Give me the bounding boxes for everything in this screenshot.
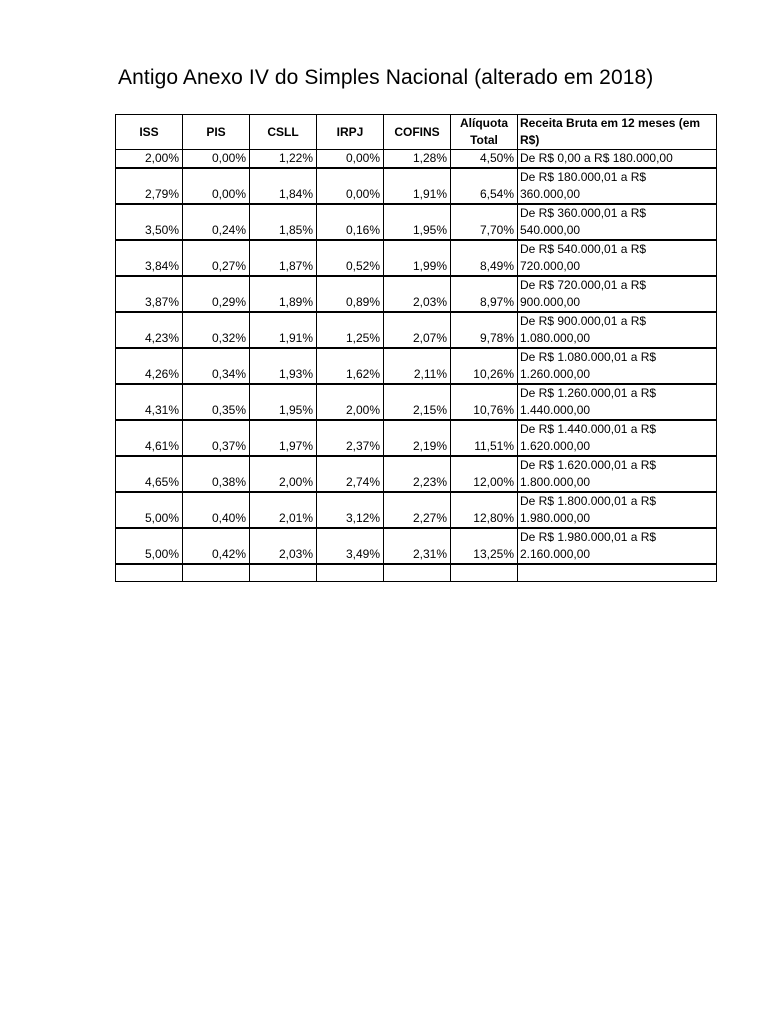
aliquota-total-cell: 11,51% xyxy=(451,420,518,456)
irpj-cell: 0,52% xyxy=(317,240,384,276)
receita-bruta-cell: De R$ 180.000,01 a R$ 360.000,00 xyxy=(518,168,717,204)
aliquota-total-cell: 12,80% xyxy=(451,492,518,528)
cofins-cell: 1,99% xyxy=(384,240,451,276)
csll-cell: 1,95% xyxy=(250,384,317,420)
pis-cell: 0,00% xyxy=(183,168,250,204)
receita-bruta-cell: De R$ 540.000,01 a R$ 720.000,00 xyxy=(518,240,717,276)
cofins-cell: 2,07% xyxy=(384,312,451,348)
irpj-cell: 3,12% xyxy=(317,492,384,528)
table-row xyxy=(116,168,717,204)
table-body xyxy=(116,150,717,582)
irpj-cell: 1,62% xyxy=(317,348,384,384)
iss-cell: 4,61% xyxy=(116,420,183,456)
table-cell xyxy=(183,564,250,582)
header-aliquota-total: Alíquota Total xyxy=(451,115,518,150)
iss-cell: 3,84% xyxy=(116,240,183,276)
table-cell xyxy=(250,564,317,582)
irpj-cell: 2,74% xyxy=(317,456,384,492)
irpj-cell: 0,89% xyxy=(317,276,384,312)
iss-cell: 5,00% xyxy=(116,528,183,564)
table-header xyxy=(116,115,717,150)
table-row xyxy=(116,276,717,312)
receita-bruta-cell: De R$ 1.800.000,01 a R$ 1.980.000,00 xyxy=(518,492,717,528)
csll-cell: 1,85% xyxy=(250,204,317,240)
pis-cell: 0,34% xyxy=(183,348,250,384)
page-title: Antigo Anexo IV do Simples Nacional (alterado em 2018) xyxy=(118,66,654,89)
csll-cell: 1,22% xyxy=(250,150,317,169)
aliquota-total-cell: 12,00% xyxy=(451,456,518,492)
table-row xyxy=(116,492,717,528)
receita-bruta-cell: De R$ 1.980.000,01 a R$ 2.160.000,00 xyxy=(518,528,717,564)
cofins-cell: 1,95% xyxy=(384,204,451,240)
table-row xyxy=(116,204,717,240)
table-row xyxy=(116,528,717,564)
cofins-cell: 1,28% xyxy=(384,150,451,169)
header-irpj: IRPJ xyxy=(317,115,384,150)
aliquota-total-cell: 13,25% xyxy=(451,528,518,564)
table-row xyxy=(116,240,717,276)
receita-bruta-cell: De R$ 360.000,01 a R$ 540.000,00 xyxy=(518,204,717,240)
irpj-cell: 2,00% xyxy=(317,384,384,420)
cofins-cell: 2,15% xyxy=(384,384,451,420)
csll-cell: 1,84% xyxy=(250,168,317,204)
header-receita-bruta: Receita Bruta em 12 meses (em R$) xyxy=(518,115,717,150)
table-cell xyxy=(451,564,518,582)
receita-bruta-cell: De R$ 0,00 a R$ 180.000,00 xyxy=(518,150,717,169)
cofins-cell: 2,31% xyxy=(384,528,451,564)
receita-bruta-cell: De R$ 1.260.000,01 a R$ 1.440.000,00 xyxy=(518,384,717,420)
empty-row xyxy=(116,564,717,582)
table-cell xyxy=(384,564,451,582)
pis-cell: 0,32% xyxy=(183,312,250,348)
header-row xyxy=(116,115,717,150)
table-row xyxy=(116,420,717,456)
receita-bruta-cell: De R$ 1.620.000,01 a R$ 1.800.000,00 xyxy=(518,456,717,492)
pis-cell: 0,24% xyxy=(183,204,250,240)
header-pis: PIS xyxy=(183,115,250,150)
iss-cell: 4,26% xyxy=(116,348,183,384)
csll-cell: 1,93% xyxy=(250,348,317,384)
irpj-cell: 0,16% xyxy=(317,204,384,240)
pis-cell: 0,27% xyxy=(183,240,250,276)
csll-cell: 2,03% xyxy=(250,528,317,564)
irpj-cell: 0,00% xyxy=(317,168,384,204)
table-cell xyxy=(518,564,717,582)
table-row xyxy=(116,456,717,492)
cofins-cell: 2,23% xyxy=(384,456,451,492)
receita-bruta-cell: De R$ 1.080.000,01 a R$ 1.260.000,00 xyxy=(518,348,717,384)
aliquota-total-cell: 10,26% xyxy=(451,348,518,384)
irpj-cell: 0,00% xyxy=(317,150,384,169)
irpj-cell: 2,37% xyxy=(317,420,384,456)
table-row xyxy=(116,312,717,348)
pis-cell: 0,00% xyxy=(183,150,250,169)
pis-cell: 0,40% xyxy=(183,492,250,528)
csll-cell: 1,89% xyxy=(250,276,317,312)
csll-cell: 1,97% xyxy=(250,420,317,456)
header-cofins: COFINS xyxy=(384,115,451,150)
pis-cell: 0,42% xyxy=(183,528,250,564)
iss-cell: 2,00% xyxy=(116,150,183,169)
aliquota-total-cell: 8,49% xyxy=(451,240,518,276)
table-row xyxy=(116,150,717,169)
table-row xyxy=(116,384,717,420)
iss-cell: 3,50% xyxy=(116,204,183,240)
receita-bruta-cell: De R$ 720.000,01 a R$ 900.000,00 xyxy=(518,276,717,312)
pis-cell: 0,29% xyxy=(183,276,250,312)
table-cell xyxy=(317,564,384,582)
irpj-cell: 3,49% xyxy=(317,528,384,564)
aliquota-total-cell: 9,78% xyxy=(451,312,518,348)
csll-cell: 1,91% xyxy=(250,312,317,348)
irpj-cell: 1,25% xyxy=(317,312,384,348)
aliquota-total-cell: 7,70% xyxy=(451,204,518,240)
cofins-cell: 1,91% xyxy=(384,168,451,204)
iss-cell: 2,79% xyxy=(116,168,183,204)
table-cell xyxy=(116,564,183,582)
pis-cell: 0,38% xyxy=(183,456,250,492)
aliquota-total-cell: 10,76% xyxy=(451,384,518,420)
csll-cell: 2,00% xyxy=(250,456,317,492)
aliquota-total-cell: 8,97% xyxy=(451,276,518,312)
aliquota-total-cell: 6,54% xyxy=(451,168,518,204)
rates-table xyxy=(115,114,717,582)
csll-cell: 2,01% xyxy=(250,492,317,528)
table-row xyxy=(116,348,717,384)
iss-cell: 4,31% xyxy=(116,384,183,420)
receita-bruta-cell: De R$ 900.000,01 a R$ 1.080.000,00 xyxy=(518,312,717,348)
csll-cell: 1,87% xyxy=(250,240,317,276)
iss-cell: 4,65% xyxy=(116,456,183,492)
header-iss: ISS xyxy=(116,115,183,150)
iss-cell: 3,87% xyxy=(116,276,183,312)
iss-cell: 4,23% xyxy=(116,312,183,348)
pis-cell: 0,35% xyxy=(183,384,250,420)
cofins-cell: 2,11% xyxy=(384,348,451,384)
header-csll: CSLL xyxy=(250,115,317,150)
aliquota-total-cell: 4,50% xyxy=(451,150,518,169)
receita-bruta-cell: De R$ 1.440.000,01 a R$ 1.620.000,00 xyxy=(518,420,717,456)
cofins-cell: 2,19% xyxy=(384,420,451,456)
iss-cell: 5,00% xyxy=(116,492,183,528)
pis-cell: 0,37% xyxy=(183,420,250,456)
cofins-cell: 2,03% xyxy=(384,276,451,312)
cofins-cell: 2,27% xyxy=(384,492,451,528)
